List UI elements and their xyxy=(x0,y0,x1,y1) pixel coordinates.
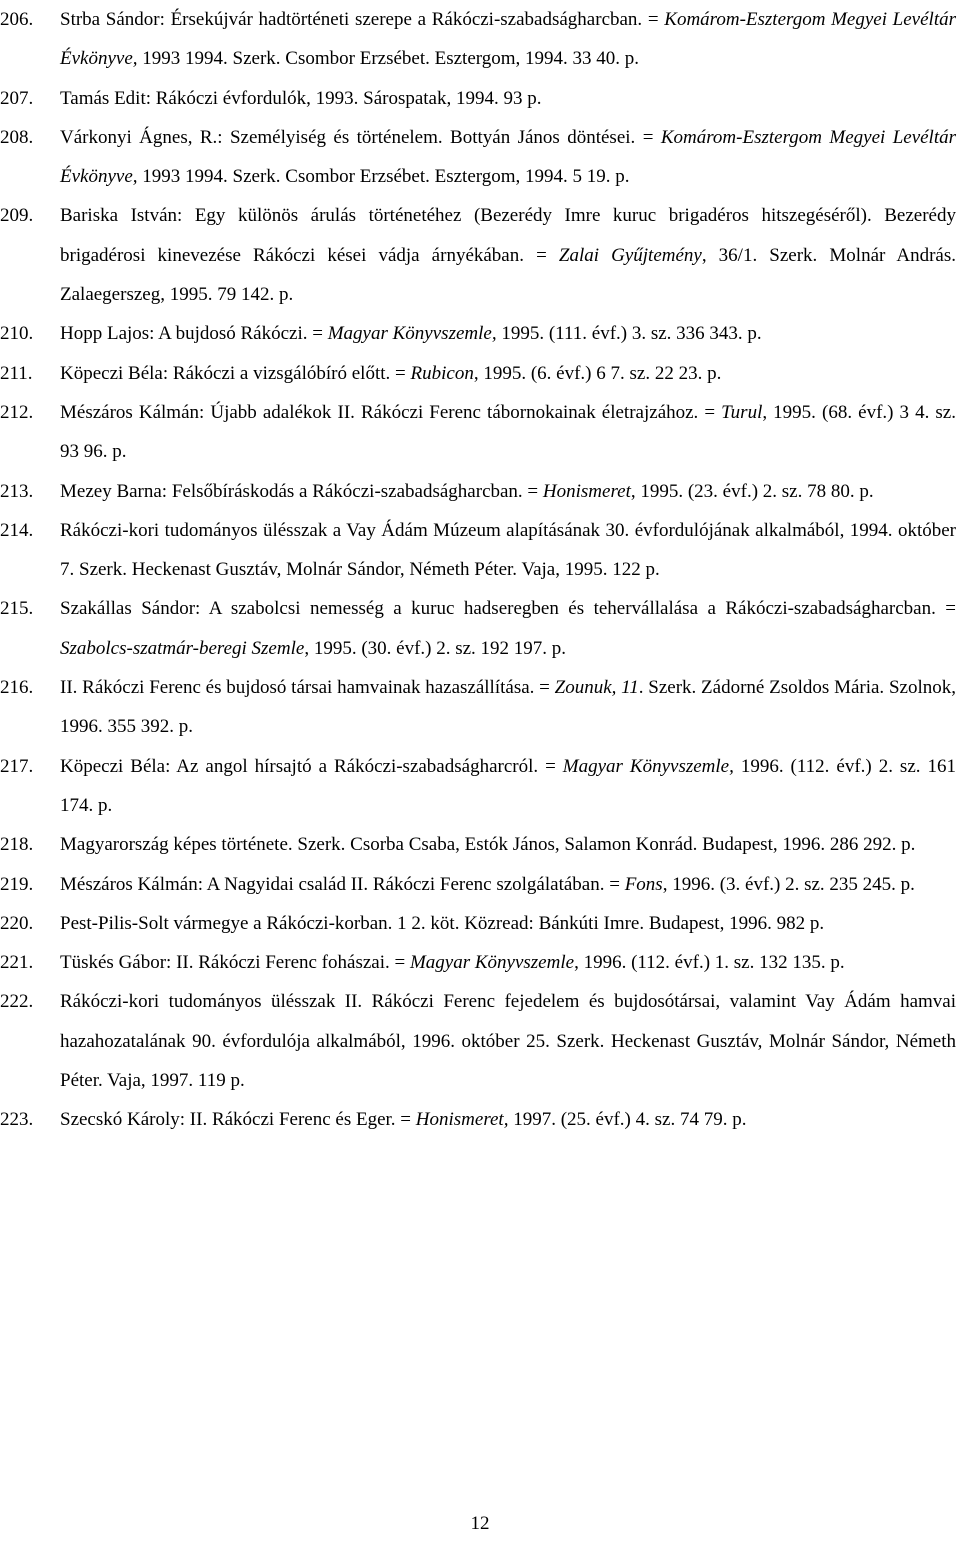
entry-text-segment: Mészáros Kálmán: Újabb adalékok II. Rákóczi Ferenc tábornokainak életrajzához. = xyxy=(60,401,722,423)
entry-text-segment: Mezey Barna: Felsőbíráskodás a Rákóczi-szabadságharcban. = xyxy=(60,480,543,502)
entry-number: 212. xyxy=(0,401,34,423)
entry-text-segment: Mészáros Kálmán: A Nagyidai család II. Rákóczi Ferenc szolgálatában. = xyxy=(60,873,625,895)
entry-text-segment: Szecskó Károly: II. Rákóczi Ferenc és Eger. = xyxy=(60,1109,416,1131)
entry-text-segment: II. Rákóczi Ferenc és bujdosó társai hamvainak hazaszállítása. = xyxy=(60,677,555,699)
entry-text-segment: Hopp Lajos: A bujdosó Rákóczi. = xyxy=(60,323,328,345)
entry-text xyxy=(60,747,956,826)
entry-text-segment: 1995. (111. évf.) 3. sz. 336 343. p. xyxy=(496,323,762,345)
entry-source-title: Honismeret xyxy=(542,480,631,502)
entry-text xyxy=(60,668,956,747)
bibliography-entry xyxy=(0,1100,956,1139)
bibliography-entry xyxy=(0,511,956,590)
entry-text-segment: 1997. (25. évf.) 4. sz. 74 79. p. xyxy=(508,1109,747,1131)
bibliography-entry xyxy=(0,589,956,668)
entry-text xyxy=(60,825,956,864)
entry-text-segment: Köpeczi Béla: Rákóczi a vizsgálóbíró előtt. = xyxy=(60,362,411,384)
bibliography-entry xyxy=(0,747,956,826)
entry-text-segment: , 1996. (3. évf.) 2. sz. 235 245. p. xyxy=(662,873,915,895)
bibliography-entry xyxy=(0,0,956,79)
entry-source-title: Zounuk, 11 xyxy=(554,677,639,699)
entry-text-segment: , 1995. (30. évf.) 2. sz. 192 197. p. xyxy=(304,637,567,659)
entry-source-title: Magyar Könyvszemle xyxy=(409,952,575,974)
entry-text xyxy=(60,865,956,904)
entry-source-title: Turul xyxy=(721,401,763,423)
entry-text xyxy=(60,118,956,197)
entry-text xyxy=(60,982,956,1100)
entry-text-segment: Bariska István: Egy különös árulás történetéhez (Bezerédy Imre kuruc brigadéros hitszegéséről). Bezerédy brigadérosi kinevezése Rákóczi kései vádja árnyékában. = xyxy=(60,205,956,266)
entry-text-segment: 1996. (112. évf.) 2. sz. 161 174. p. xyxy=(60,755,956,816)
entry-source-title: Rubicon xyxy=(410,362,474,384)
entry-text-segment: Pest-Pilis-Solt vármegye a Rákóczi-korban. 1 2. köt. Közread: Bánkúti Imre. Budapest, 1996. 982 p. xyxy=(60,912,825,934)
entry-text xyxy=(60,393,956,472)
entry-text xyxy=(60,314,956,353)
entry-text-segment: 1993 1994. Szerk. Csombor Erzsébet. Esztergom, 1994. 33 40. p. xyxy=(137,48,640,70)
page-number: 12 xyxy=(470,1513,490,1534)
entry-text-segment: , 36/1. Szerk. Molnár András. Zalaegerszeg, 1995. 79 142. p. xyxy=(60,244,956,306)
entry-text-segment: Strba Sándor: Érsekújvár hadtörténeti szerepe a Rákóczi-szabadságharcban. = xyxy=(60,9,665,30)
entry-text-segment: Tamás Edit: Rákóczi évfordulók, 1993. Sárospatak, 1994. 93 p. xyxy=(60,87,542,109)
entry-number: 214. xyxy=(0,519,34,541)
entry-number: 221. xyxy=(0,952,34,974)
entry-source-title: Fons xyxy=(624,873,663,895)
entry-text-segment: 1993 1994. Szerk. Csombor Erzsébet. Esztergom, 1994. 5 19. p. xyxy=(137,166,630,188)
entry-number: 223. xyxy=(0,1109,34,1131)
entry-text-segment: Köpeczi Béla: Az angol hírsajtó a Rákóczi-szabadságharcról. = xyxy=(60,755,563,777)
bibliography-entry xyxy=(0,118,956,197)
entry-number: 222. xyxy=(0,991,34,1013)
entry-number: 206. xyxy=(0,9,34,30)
entry-source-title: Honismeret, xyxy=(415,1109,509,1131)
entry-text xyxy=(60,79,956,118)
entry-number: 207. xyxy=(0,87,34,109)
entry-number: 209. xyxy=(0,205,34,227)
entry-number: 216. xyxy=(0,677,34,699)
bibliography-entry xyxy=(0,668,956,747)
entry-source-title: Magyar Könyvszemle, xyxy=(327,323,497,345)
entry-text xyxy=(60,904,956,943)
entry-number: 219. xyxy=(0,873,34,895)
entry-number: 218. xyxy=(0,834,34,856)
entry-text xyxy=(60,511,956,590)
entry-number: 213. xyxy=(0,480,34,502)
entry-text-segment: Rákóczi-kori tudományos ülésszak II. Rákóczi Ferenc fejedelem és bujdosótársai, valamint Vay Ádám hamvai hazahozatalának 90. évfordulója alkalmából, 1996. október 25. Szerk. Heckenast Gusztáv, Molnár Sándor, Németh Péter. Vaja, 1997. 119 p. xyxy=(60,991,956,1092)
entry-text-segment: , 1995. (68. évf.) 3 4. sz. 93 96. p. xyxy=(60,401,956,463)
entry-text-segment: , 1995. (23. évf.) 2. sz. 78 80. p. xyxy=(630,480,874,502)
bibliography-entry xyxy=(0,472,956,511)
entry-text-segment: Tüskés Gábor: II. Rákóczi Ferenc fohászai. = xyxy=(60,952,410,974)
bibliography-entry xyxy=(0,196,956,314)
entry-number: 210. xyxy=(0,323,34,345)
entry-text xyxy=(60,0,956,79)
entry-text-segment: , 1995. (6. évf.) 6 7. sz. 22 23. p. xyxy=(473,362,722,384)
bibliography-entry xyxy=(0,354,956,393)
entry-text-segment: Rákóczi-kori tudományos ülésszak a Vay Ádám Múzeum alapításának 30. évfordulójának alkalmából, 1994. október 7. Szerk. Heckenast Gusztáv, Molnár Sándor, Németh Péter. Vaja, 1995. 122 p. xyxy=(60,519,956,581)
entry-text xyxy=(60,472,956,511)
entry-number: 217. xyxy=(0,755,34,777)
entry-text-segment: , 1996. (112. évf.) 1. sz. 132 135. p. xyxy=(574,952,845,974)
entry-number: 215. xyxy=(0,598,34,620)
entry-number: 220. xyxy=(0,912,34,934)
entry-text-segment: . Szerk. Zádorné Zsoldos Mária. Szolnok, 1996. 355 392. p. xyxy=(60,677,956,738)
entry-number: 211. xyxy=(0,362,33,384)
entry-text xyxy=(60,943,956,982)
bibliography-entry xyxy=(0,825,956,864)
entry-text-segment: Magyarország képes története. Szerk. Csorba Csaba, Estók János, Salamon Konrád. Budapest, 1996. 286 292. p. xyxy=(60,834,916,856)
entry-text xyxy=(60,196,956,314)
entry-text xyxy=(60,1100,956,1139)
entry-text-segment: Szakállas Sándor: A szabolcsi nemesség a kuruc hadseregben és tehervállalása a Rákóczi-szabadságharcban. = xyxy=(60,598,956,620)
bibliography-entry xyxy=(0,865,956,904)
entry-text xyxy=(60,354,956,393)
bibliography-entry xyxy=(0,314,956,353)
entry-source-title: Zalai Gyűjtemény xyxy=(558,244,702,266)
bibliography-entry xyxy=(0,982,956,1100)
entry-source-title: Komárom-Esztergom Megyei Levéltár Évkönyve, xyxy=(60,9,956,70)
entry-source-title: Szabolcs-szatmár-beregi Szemle xyxy=(60,637,305,659)
bibliography-entry xyxy=(0,943,956,982)
entry-text-segment: Várkonyi Ágnes, R.: Személyiség és történelem. Bottyán János döntései. = xyxy=(60,126,661,148)
entry-source-title: Magyar Könyvszemle, xyxy=(562,755,734,777)
entry-text xyxy=(60,589,956,668)
bibliography-entry xyxy=(0,79,956,118)
entry-number: 208. xyxy=(0,126,34,148)
bibliography-entry xyxy=(0,393,956,472)
entry-source-title: Komárom-Esztergom Megyei Levéltár Évkönyve, xyxy=(60,126,957,188)
bibliography-entry xyxy=(0,904,956,943)
